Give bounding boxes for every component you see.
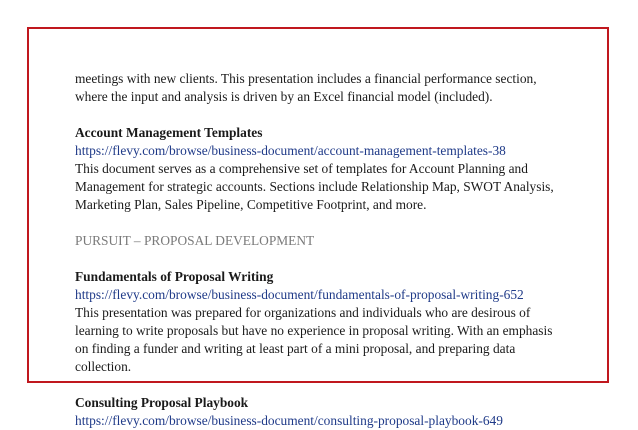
intro-line: where the input and analysis is driven by an Excel financial model (included). [75,89,493,104]
spacer [75,106,565,124]
doc-title-proposal-writing: Fundamentals of Proposal Writing [75,269,274,284]
document-body [75,70,565,430]
doc-title-account-management: Account Management Templates [75,125,263,140]
spacer [75,250,565,268]
doc-desc-line: Management for strategic accounts. Sections include Relationship Map, SWOT Analysis, [75,179,554,194]
spacer [75,376,565,394]
section-heading: PURSUIT – PROPOSAL DEVELOPMENT [75,233,315,248]
doc-desc-line: collection. [75,359,132,374]
doc-desc-line: This presentation was prepared for organizations and individuals who are desirous of [75,305,531,320]
doc-desc-line: learning to write proposals but have no experience in proposal writing. With an emphasis [75,323,553,338]
doc-desc-line: on finding a funder and writing at least part of a mini proposal, and preparing data [75,341,516,356]
spacer [75,214,565,232]
doc-link-account-management[interactable]: https://flevy.com/browse/business-document/account-management-templates-38 [75,143,506,158]
doc-desc-line: This document serves as a comprehensive set of templates for Account Planning and [75,161,528,176]
doc-title-consulting-playbook: Consulting Proposal Playbook [75,395,249,410]
doc-link-proposal-writing[interactable]: https://flevy.com/browse/business-document/fundamentals-of-proposal-writing-652 [75,287,524,302]
doc-link-consulting-playbook[interactable]: https://flevy.com/browse/business-document/consulting-proposal-playbook-649 [75,413,503,428]
doc-desc-line: Marketing Plan, Sales Pipeline, Competitive Footprint, and more. [75,197,427,212]
intro-line: meetings with new clients. This presentation includes a financial performance section, [75,71,537,86]
